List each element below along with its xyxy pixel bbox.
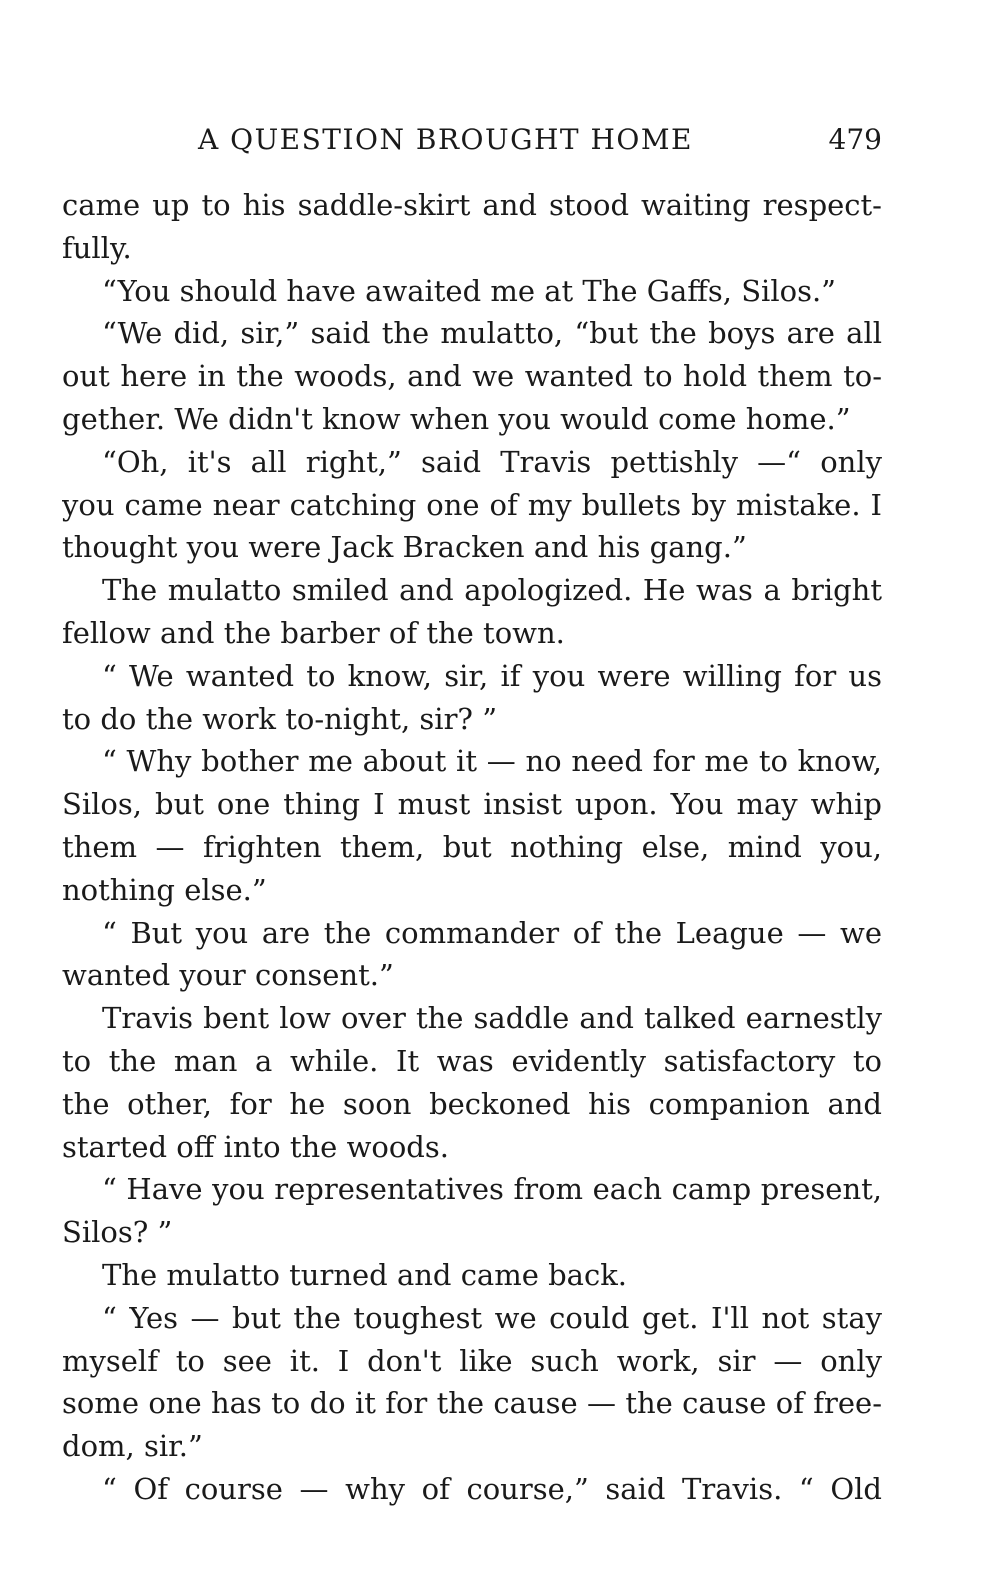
text-line: “ Have you representatives from each camp present, <box>102 1172 882 1207</box>
text-line: nothing else.” <box>62 872 267 907</box>
text-line: fully. <box>62 230 132 265</box>
text-line: “Oh, it's all right,” said Travis pettishly —“ only <box>102 444 882 479</box>
text-line: Silos, but one thing I must insist upon. You may whip <box>62 787 882 822</box>
text-line: you came near catching one of my bullets by mistake. I <box>62 487 882 522</box>
text-line: some one has to do it for the cause — the cause of free- <box>62 1386 882 1421</box>
text-line: Silos? ” <box>62 1215 173 1250</box>
text-line: “We did, sir,” said the mulatto, “but the boys are all <box>102 316 882 351</box>
running-title: A QUESTION BROUGHT HOME <box>198 123 693 156</box>
text-line: gether. We didn't know when you would come home.” <box>62 401 851 436</box>
text-line: “ We wanted to know, sir, if you were willing for us <box>102 658 882 693</box>
text-line: “ But you are the commander of the League — we <box>102 915 882 950</box>
text-line: thought you were Jack Bracken and his gang.” <box>62 530 747 565</box>
text-line: dom, sir.” <box>62 1429 203 1464</box>
text-line: came up to his saddle-skirt and stood waiting respect- <box>62 188 882 222</box>
text-line: wanted your consent.” <box>62 958 394 993</box>
page-number: 479 <box>828 123 882 156</box>
text-line: “ Yes — but the toughest we could get. I'll not stay <box>102 1300 882 1335</box>
body-text <box>62 184 882 1511</box>
text-line: “ Why bother me about it — no need for me to know, <box>102 744 882 779</box>
running-head <box>62 118 882 162</box>
text-line: to the man a while. It was evidently satisfactory to <box>62 1043 882 1078</box>
text-line: “ Of course — why of course,” said Travis. “ Old <box>102 1471 882 1506</box>
text-line: fellow and the barber of the town. <box>62 615 565 650</box>
text-line: to do the work to-night, sir? ” <box>62 701 498 736</box>
text-line: myself to see it. I don't like such work, sir — only <box>62 1343 882 1378</box>
text-line: The mulatto smiled and apologized. He was a bright <box>102 573 882 608</box>
text-line: started off into the woods. <box>62 1129 449 1164</box>
text-line: The mulatto turned and came back. <box>102 1257 627 1292</box>
text-line: out here in the woods, and we wanted to hold them to- <box>62 359 882 394</box>
text-line: the other, for he soon beckoned his companion and <box>62 1086 882 1121</box>
text-line: “You should have awaited me at The Gaffs, Silos.” <box>102 273 836 308</box>
text-line: Travis bent low over the saddle and talked earnestly <box>102 1001 882 1036</box>
text-line: them — frighten them, but nothing else, mind you, <box>62 829 882 864</box>
